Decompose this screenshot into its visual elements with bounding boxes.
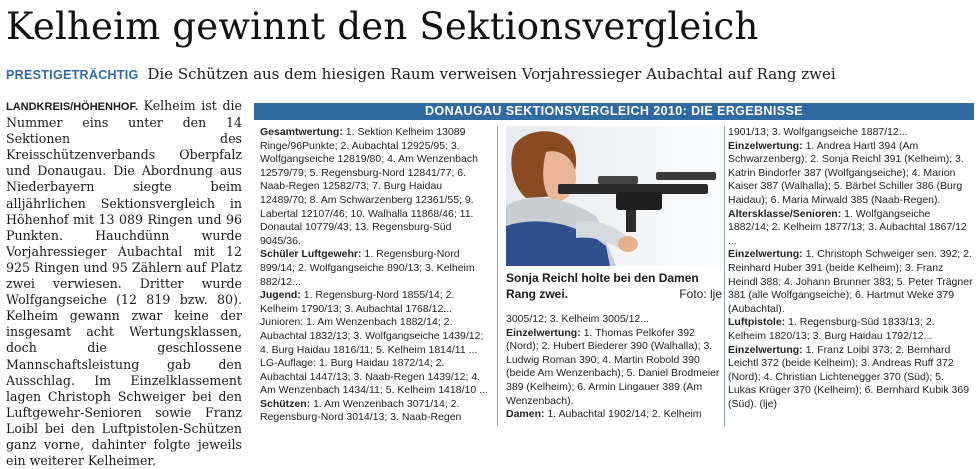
shooter-photo [506,126,722,266]
results-banner: DONAUGAU SEKTIONSVERGLEICH 2010: DIE ERGEBNISSE [254,103,974,120]
photo-credit: Foto: lje [679,287,722,301]
result-entry: Damen: 1. Aubachtal 1902/14; 2. Kelheim [506,408,702,421]
caption-text: Sonja Reichl holte bei den Damen Rang zwei. [506,271,699,301]
results-column-3 [728,126,974,426]
column-divider [724,126,725,426]
shooter-illustration [506,126,722,266]
result-entry: Schützen: 1. Am Wenzenbach 3071/14; 2. Regensburg-Nord 3014/13; 3. Naab-Regen [260,397,462,424]
results-column-2 [506,313,722,425]
result-entry: 3005/12; 3. Kelheim 3005/12... [506,313,650,325]
headline: Kelheim gewinnt den Sektionsvergleich [6,5,759,48]
result-entry: Einzelwertung: 1. Thomas Pelkofer 392 (Nord); 2. Hubert Biederer 390 (Walhalla); 3. Ludwig Roman 390; 4. Martin Robold 390 (beide Am Wenzenbach); 5. Daniel Brodmeier 389 (Kelheim); 6. Armin Lingauer 389 (Am Wenzenbach). [506,326,720,407]
subheadline [6,62,974,87]
article-body [6,98,242,469]
subheadline-text: Die Schützen aus dem hiesigen Raum verweisen Vorjahressieger Aubachtal auf Rang zwei [147,65,836,83]
dateline: LANDKREIS/HÖHENHOF. [6,101,139,113]
result-entry: Gesamtwertung: 1. Sektion Kelheim 13089 Ringe/96Punkte; 2. Aubachtal 12925/95; 3. Wolfgangseiche 12819/80; 4. Am Wenzenbach 12579/79; 5. Regensburg-Nord 12841/77; 6. Naab-Regen 12582/73; 7. Burg Haidau 12489/70; 8. Am Schwarzenberg 12361/55; 9. Labertal 12107/46; 10. Walhalla 11868/46; 11. Donautal 10779/43; 13. Regensburg-Süd 9045/36. [260,126,478,247]
kicker: PRESTIGETRÄCHTIG [6,68,139,82]
result-entry: Einzelwertung: 1. Christoph Schweiger sen. 392; 2. Reinhard Huber 391 (beide Kelheim); 3. Franz Heindl 388; 4. Johann Brunner 383; 5. Peter Trägner 381 (alle Wolfgangseiche); 6. Hartmut Weke 379 (Aubachtal). [728,248,973,315]
article-text: Kelheim ist die Nummer eins unter den 14 Sektionen des Kreisschützenverbands Oberpfalz und Donaugau. Die Abordnung aus Niederbayern siegte beim alljährlichen Sektionsvergleich in Höhenhof mit 13 089 Ringen und 96 Punkten. Hauchdünn wurde Vorjahressieger Aubachtal mit 12 925 Ringen und 95 Zählern auf Platz zwei verwiesen. Dritter wurde Wolfgangseiche (12 819 bzw. 80). Kelheim gewann zwar keine der insgesamt acht Wertungsklassen, doch die geschlossene Mannschaftsleistung gab den Ausschlag. Im Einzelklassement lagen Christoph Schweiger bei den Luftgewehr-Senioren sowie Franz Loibl bei den Luftpistolen-Schützen ganz vorne, dahinter folgte jeweils ein weiterer Kelheimer. [6,98,242,469]
result-entry: Schüler Luftgewehr: 1. Regensburg-Nord 899/14; 2. Wolfgangseiche 890/13; 3. Kelheim 882/12... [260,248,475,288]
column-divider [497,126,498,426]
result-entry: Einzelwertung: 1. Andrea Hartl 394 (Am Schwarzenberg); 2. Sonja Reichl 391 (Kelheim); 3. Katrin Bindorfer 387 (Wolfgangseiche); 4. Marion Kaiser 387 (Walhalla); 5. Bärbel Schiller 386 (Burg Haidau); 6. Maria Mirwald 385 (Naab-Regen). [728,139,964,206]
result-entry: Jugend: 1. Regensburg-Nord 1855/14; 2. Kelheim 1790/13; 3. Aubachtal 1768/12... Junioren: 1. Am Wenzenbach 1882/14; 2. Aubachtal 1832/13; 3. Wolfgangseiche 1439/12; 4. Burg Haidau 1816/11; 5. Kelheim 1814/11 ... LG-Auflage: 1. Burg Haidau 1872/14; 2. Aubachtal 1447/13; 3. Naab-Regen 1439/12; 4. Am Wenzenbach 1434/11; 5. Kelheim 1418/10 ... [260,289,488,397]
result-entry: Einzelwertung: 1. Franz Loibl 373; 2. Bernhard Leichtl 372 (beide Kelheim); 3. Andreas Ruff 372 (Nord); 4. Christian Lichtenegger 370 (Süd); 5. Lukas Krüger 370 (Kelheim); 6. Bernhard Kubik 369 (Süd). (lje) [728,343,970,410]
photo-caption [506,270,722,302]
results-column-1 [260,126,488,426]
result-entry: Luftpistole: 1. Regensburg-Süd 1833/13; 2. Kelheim 1820/13; 3. Burg Haidau 1792/12... [728,316,935,342]
result-entry: 1901/13; 3. Wolfgangseiche 1887/12... [728,126,908,138]
result-entry: Altersklasse/Senioren: 1. Wolfgangseiche 1882/14; 2. Kelheim 1877/13; 3. Aubachtal 1867/12 ... [728,207,967,247]
